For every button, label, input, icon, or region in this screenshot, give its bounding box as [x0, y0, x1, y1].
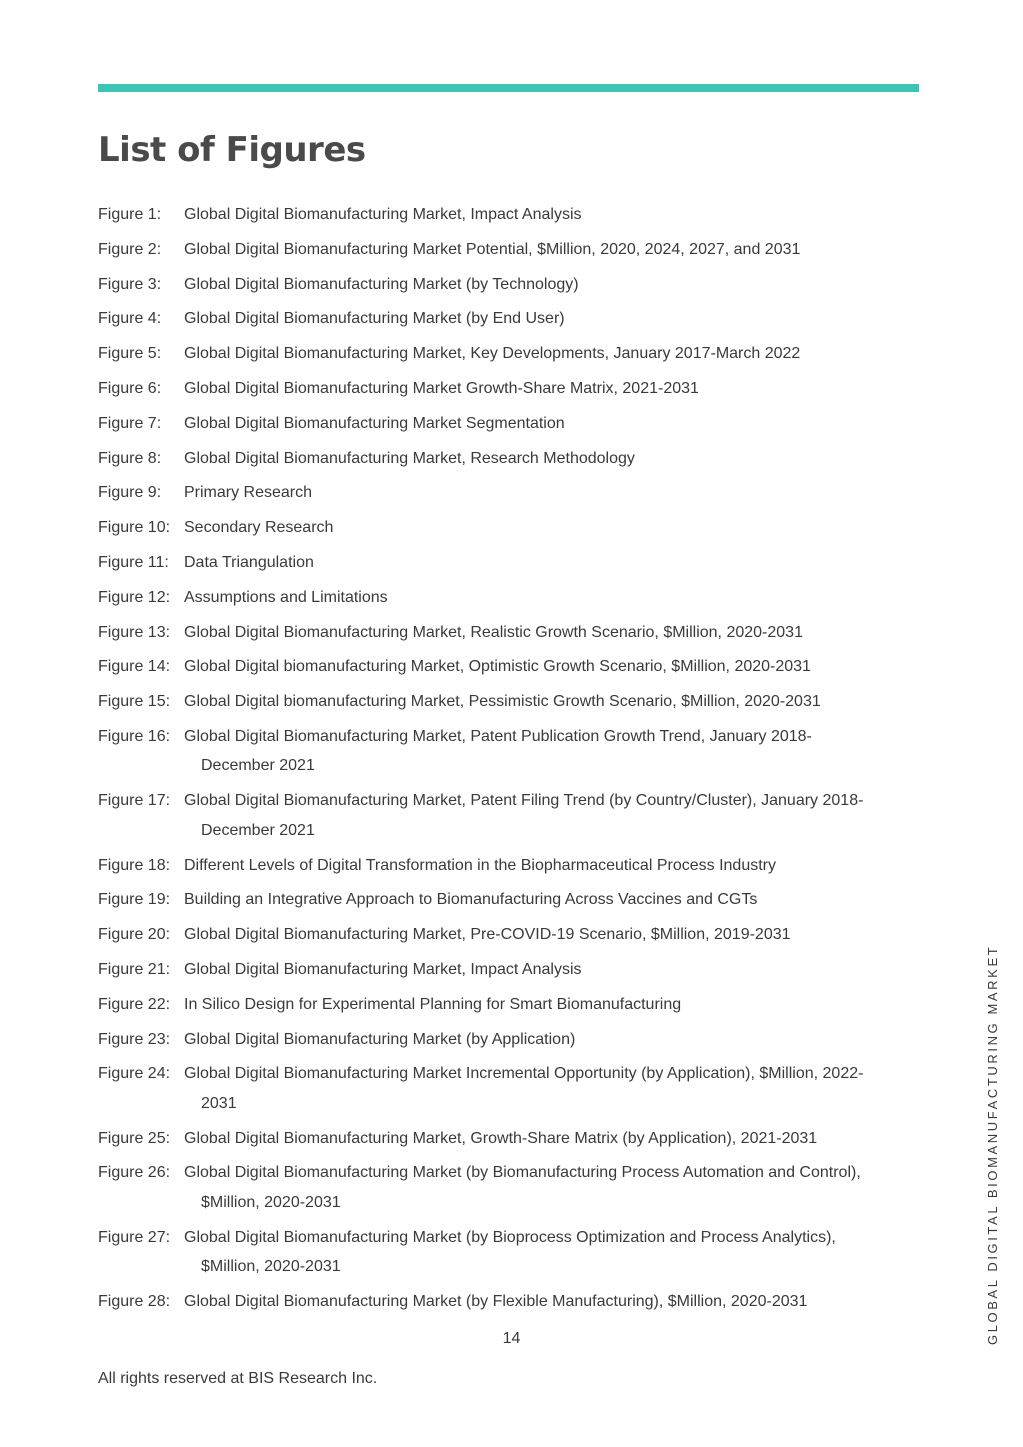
figure-number: Figure 10:	[98, 519, 171, 537]
figure-caption	[184, 618, 928, 648]
figure-list-item[interactable]	[98, 722, 928, 781]
figure-caption-continuation: 2031	[201, 1094, 237, 1112]
figure-list-item[interactable]	[98, 339, 928, 369]
figure-number: Figure 15:	[98, 693, 171, 711]
side-running-title: GLOBAL DIGITAL BIOMANUFACTURING MARKET	[985, 944, 1000, 1345]
figure-list-item[interactable]	[98, 786, 928, 845]
figure-list-item[interactable]	[98, 618, 928, 648]
figure-list-item[interactable]	[98, 1223, 928, 1282]
figure-caption	[184, 722, 928, 781]
figure-list	[98, 200, 928, 1322]
figure-list-item[interactable]	[98, 270, 928, 300]
figure-caption-line: Global Digital Biomanufacturing Market, Impact Analysis	[184, 960, 582, 978]
figure-caption	[184, 339, 928, 369]
figure-number: Figure 12:	[98, 588, 171, 606]
figure-caption	[184, 687, 928, 717]
figure-caption	[184, 652, 928, 682]
figure-number: Figure 8:	[98, 449, 162, 467]
figure-number: Figure 14:	[98, 658, 171, 676]
figure-caption-line: Primary Research	[184, 484, 313, 502]
figure-caption-continuation: December 2021	[201, 757, 315, 775]
figure-caption-line: Global Digital Biomanufacturing Market, Patent Filing Trend (by Country/Cluster), January 2018-	[184, 792, 864, 810]
figure-caption-line: Global Digital Biomanufacturing Market (by Biomanufacturing Process Automation and Control),	[184, 1164, 861, 1182]
figure-number: Figure 21:	[98, 960, 171, 978]
figure-list-item[interactable]	[98, 200, 928, 230]
figure-caption	[184, 1025, 928, 1055]
figure-number: Figure 18:	[98, 856, 171, 874]
figure-caption-line: Global Digital Biomanufacturing Market (by Technology)	[184, 275, 579, 293]
figure-number: Figure 3:	[98, 275, 162, 293]
figure-list-item[interactable]	[98, 444, 928, 474]
figure-list-item[interactable]	[98, 1059, 928, 1118]
figure-caption-line: Different Levels of Digital Transformation in the Biopharmaceutical Process Industry	[184, 856, 776, 874]
figure-caption-line: Global Digital Biomanufacturing Market, Growth-Share Matrix (by Application), 2021-2031	[184, 1129, 818, 1147]
page-title: List of Figures	[98, 130, 366, 170]
figure-caption-line: Global Digital Biomanufacturing Market (by Application)	[184, 1030, 576, 1048]
figure-number: Figure 5:	[98, 345, 162, 363]
figure-caption	[184, 885, 928, 915]
figure-number: Figure 22:	[98, 995, 171, 1013]
figure-caption	[184, 1158, 928, 1217]
figure-caption	[184, 851, 928, 881]
figure-caption-line: Global Digital Biomanufacturing Market Growth-Share Matrix, 2021-2031	[184, 379, 699, 397]
figure-number: Figure 9:	[98, 484, 162, 502]
figure-caption-line: Global Digital Biomanufacturing Market, Research Methodology	[184, 449, 635, 467]
figure-list-item[interactable]	[98, 955, 928, 985]
figure-caption-line: Global Digital Biomanufacturing Market, Key Developments, January 2017-March 2022	[184, 345, 801, 363]
figure-caption	[184, 235, 928, 265]
figure-caption	[184, 270, 928, 300]
figure-list-item[interactable]	[98, 1158, 928, 1217]
header-accent-rule	[98, 84, 919, 92]
figure-caption	[184, 200, 928, 230]
figure-caption	[184, 409, 928, 439]
figure-list-item[interactable]	[98, 235, 928, 265]
figure-number: Figure 7:	[98, 414, 162, 432]
figure-number: Figure 11:	[98, 553, 169, 571]
figure-number: Figure 16:	[98, 727, 171, 745]
figure-number: Figure 17:	[98, 792, 171, 810]
figure-caption-line: Global Digital biomanufacturing Market, Pessimistic Growth Scenario, $Million, 2020-2031	[184, 693, 821, 711]
figure-number: Figure 6:	[98, 379, 162, 397]
figure-list-item[interactable]	[98, 1025, 928, 1055]
figure-number: Figure 13:	[98, 623, 171, 641]
figure-caption	[184, 513, 928, 543]
figure-caption	[184, 1124, 928, 1154]
page-number: 14	[502, 1330, 521, 1347]
figure-number: Figure 23:	[98, 1030, 171, 1048]
figure-list-item[interactable]	[98, 374, 928, 404]
figure-caption-line: Assumptions and Limitations	[184, 588, 388, 606]
figure-caption-line: Global Digital Biomanufacturing Market Potential, $Million, 2020, 2024, 2027, and 2031	[184, 240, 801, 258]
figure-caption-line: Global Digital Biomanufacturing Market (by Bioprocess Optimization and Process Analytics),	[184, 1228, 836, 1246]
figure-caption	[184, 920, 928, 950]
figure-list-item[interactable]	[98, 583, 928, 613]
figure-caption-line: Global Digital Biomanufacturing Market, Pre-COVID-19 Scenario, $Million, 2019-2031	[184, 926, 791, 944]
figure-caption-line: Global Digital Biomanufacturing Market, Patent Publication Growth Trend, January 2018-	[184, 727, 812, 745]
figure-caption-continuation: $Million, 2020-2031	[201, 1258, 341, 1276]
figure-caption	[184, 304, 928, 334]
figure-number: Figure 28:	[98, 1293, 171, 1311]
figure-caption-line: Global Digital Biomanufacturing Market (by Flexible Manufacturing), $Million, 2020-2031	[184, 1293, 808, 1311]
figure-list-item[interactable]	[98, 652, 928, 682]
figure-list-item[interactable]	[98, 1124, 928, 1154]
figure-list-item[interactable]	[98, 920, 928, 950]
figure-caption-line: Global Digital Biomanufacturing Market, Impact Analysis	[184, 206, 582, 223]
footer-copyright: All rights reserved at BIS Research Inc.	[98, 1370, 378, 1387]
figure-caption	[184, 990, 928, 1020]
figure-list-item[interactable]	[98, 1287, 928, 1317]
figure-caption	[184, 1287, 928, 1317]
figure-caption	[184, 583, 928, 613]
figure-number: Figure 4:	[98, 310, 162, 328]
figure-list-item[interactable]	[98, 304, 928, 334]
figure-list-item[interactable]	[98, 409, 928, 439]
figure-caption	[184, 444, 928, 474]
figure-caption-line: Global Digital biomanufacturing Market, Optimistic Growth Scenario, $Million, 2020-2031	[184, 658, 811, 676]
figure-number: Figure 26:	[98, 1164, 171, 1182]
figure-list-item[interactable]	[98, 548, 928, 578]
figure-number: Figure 19:	[98, 891, 171, 909]
figure-list-item[interactable]	[98, 687, 928, 717]
figure-caption-continuation: December 2021	[201, 821, 315, 839]
figure-caption-continuation: $Million, 2020-2031	[201, 1193, 341, 1211]
figure-list-item[interactable]	[98, 478, 928, 508]
figure-caption-line: Data Triangulation	[184, 553, 314, 571]
figure-list-item[interactable]	[98, 990, 928, 1020]
figure-caption-line: Building an Integrative Approach to Biomanufacturing Across Vaccines and CGTs	[184, 891, 758, 909]
figure-list-item[interactable]	[98, 851, 928, 881]
figure-number: Figure 24:	[98, 1065, 171, 1083]
figure-caption-line: In Silico Design for Experimental Planning for Smart Biomanufacturing	[184, 995, 682, 1013]
figure-number: Figure 2:	[98, 240, 162, 258]
figure-number: Figure 27:	[98, 1228, 171, 1246]
figure-caption	[184, 955, 928, 985]
figure-number: Figure 20:	[98, 926, 171, 944]
figure-list-item[interactable]	[98, 885, 928, 915]
figure-caption	[184, 478, 928, 508]
figure-caption-line: Global Digital Biomanufacturing Market, Realistic Growth Scenario, $Million, 2020-2031	[184, 623, 803, 641]
figure-caption	[184, 548, 928, 578]
figure-caption-line: Global Digital Biomanufacturing Market Incremental Opportunity (by Application), $Million, 2022-	[184, 1065, 864, 1083]
figure-caption-line: Global Digital Biomanufacturing Market (by End User)	[184, 310, 565, 328]
figure-caption-line: Global Digital Biomanufacturing Market Segmentation	[184, 414, 565, 432]
figure-caption	[184, 1059, 928, 1118]
figure-caption	[184, 786, 928, 845]
figure-number: Figure 25:	[98, 1129, 171, 1147]
figure-caption	[184, 1223, 928, 1282]
figure-caption	[184, 374, 928, 404]
figure-number: Figure 1:	[98, 206, 162, 223]
figure-list-item[interactable]	[98, 513, 928, 543]
figure-caption-line: Secondary Research	[184, 519, 334, 537]
